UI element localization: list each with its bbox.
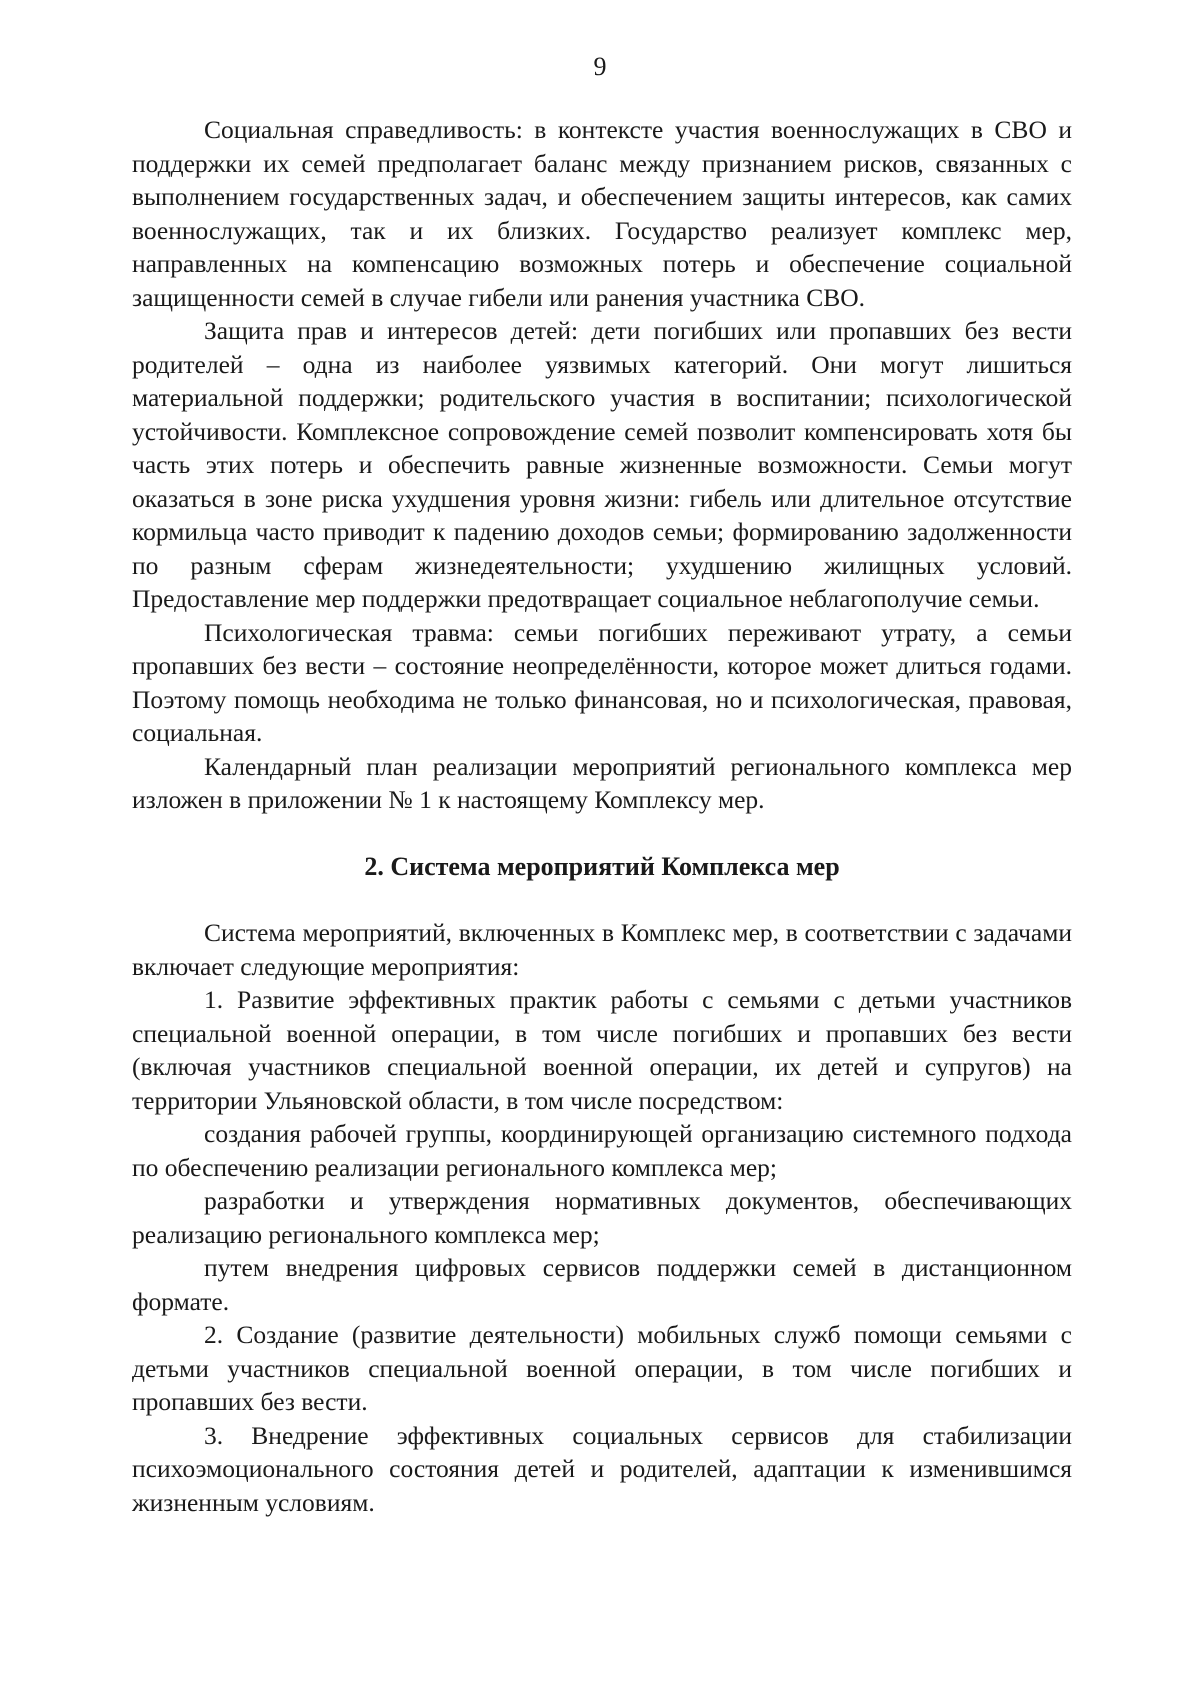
list-item-3: 3. Внедрение эффективных социальных сервисов для стабилизации психоэмоционального состояния детей и родителей, адаптации к изменившимся жизненным условиям. bbox=[132, 1420, 1072, 1517]
paragraph-calendar-plan: Календарный план реализации мероприятий регионального комплекса мер изложен в приложении № 1 к настоящему Комплексу мер. bbox=[132, 751, 1072, 814]
sub-item-normative-docs: разработки и утверждения нормативных документов, обеспечивающих реализацию регионального комплекса мер; bbox=[132, 1186, 1072, 1249]
sub-item-working-group: создания рабочей группы, координирующей организацию системного подхода по обеспечению реализации регионального комплекса мер; bbox=[132, 1119, 1072, 1182]
document-body bbox=[132, 113, 1072, 1519]
paragraph-social-justice: Социальная справедливость: в контексте участия военнослужащих в СВО и поддержки их семей предполагает баланс между признанием рисков, связанных с выполнением государственных задач, и обеспечением защиты интересов, как самих военнослужащих, так и их близких. Государство реализует комплекс мер, направленных на компенсацию возможных потерь и обеспечение социальной защищенности семей в случае гибели или ранения участника СВО. bbox=[132, 115, 1072, 312]
list-item-1: 1. Развитие эффективных практик работы с семьями с детьми участников специальной военной операции, в том числе погибших и пропавших без вести (включая участников специальной военной операции, их детей и супругов) на территории Ульяновской области, в том числе посредством: bbox=[132, 985, 1072, 1115]
section-heading: 2. Система мероприятий Комплекса мер bbox=[364, 851, 840, 881]
paragraph-system-intro: Система мероприятий, включенных в Комплекс мер, в соответствии с задачами включает следующие мероприятия: bbox=[132, 918, 1072, 981]
list-item-2: 2. Создание (развитие деятельности) мобильных служб помощи семьями с детьми участников специальной военной операции, в том числе погибших и пропавших без вести. bbox=[132, 1320, 1072, 1416]
page-number: 9 bbox=[593, 52, 607, 81]
paragraph-children-rights: Защита прав и интересов детей: дети погибших или пропавших без вести родителей – одна из наиболее уязвимых категорий. Они могут лишиться материальной поддержки; родительского участия в воспитании; психологической устойчивости. Комплексное сопровождение семей позволит компенсировать хотя бы часть этих потерь и обеспечить равные жизненные возможности. Семьи могут оказаться в зоне риска ухудшения уровня жизни: гибель или длительное отсутствие кормильца часто приводит к падению доходов семьи; формированию задолженности по разным сферам жизнедеятельности; ухудшению жилищных условий. Предоставление мер поддержки предотвращает социальное неблагополучие семьи. bbox=[132, 316, 1072, 613]
paragraph-psychological-trauma: Психологическая травма: семьи погибших переживают утрату, а семьи пропавших без вести – состояние неопределённости, которое может длиться годами. Поэтому помощь необходима не только финансовая, но и психологическая, правовая, социальная. bbox=[132, 617, 1072, 747]
sub-item-digital-services: путем внедрения цифровых сервисов поддержки семей в дистанционном формате. bbox=[132, 1253, 1072, 1316]
